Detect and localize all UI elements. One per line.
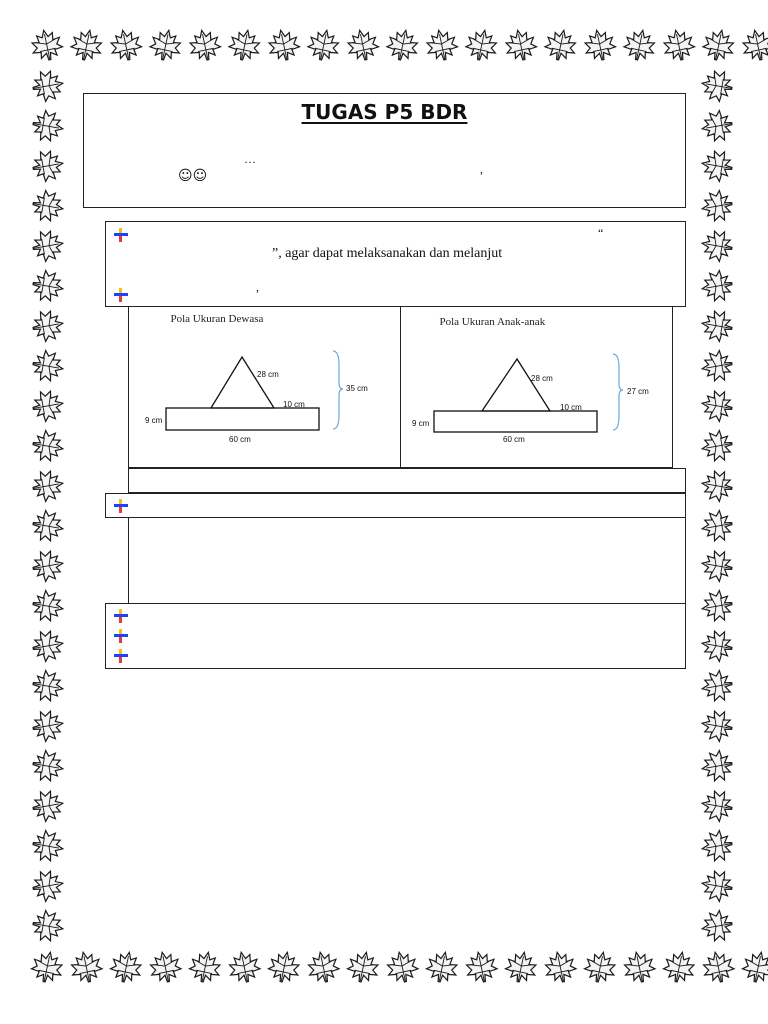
adult-right-label: 10 cm	[283, 400, 305, 409]
leaf-icon	[700, 228, 735, 263]
leaf-icon	[306, 949, 342, 985]
leaf-icon	[701, 949, 737, 985]
leaf-icon	[700, 669, 735, 704]
bullet-list-3	[105, 603, 686, 669]
leaf-icon	[266, 27, 302, 63]
leaf-icon	[345, 27, 381, 63]
leaf-icon	[31, 308, 66, 343]
intro-section	[105, 221, 686, 307]
leaf-icon	[385, 949, 421, 985]
header-comma: ,	[480, 162, 483, 176]
leaf-icon	[385, 27, 421, 63]
leaf-icon	[661, 949, 697, 985]
leaf-icon	[345, 949, 381, 985]
leaf-icon	[700, 548, 735, 583]
open-quote: “	[598, 226, 604, 240]
leaf-icon	[700, 909, 735, 944]
leaf-icon	[31, 228, 66, 263]
leaf-icon	[31, 909, 66, 944]
adult-side-label: 28 cm	[257, 370, 279, 379]
leaf-icon	[31, 509, 66, 544]
leaf-icon	[503, 949, 539, 985]
leaf-icon	[740, 949, 768, 985]
leaf-icon	[31, 148, 66, 183]
adult-height-label: 35 cm	[346, 384, 368, 393]
leaf-icon	[700, 189, 735, 224]
leaf-icon	[31, 868, 66, 903]
leaf-icon	[31, 749, 66, 784]
leaf-icon	[700, 429, 735, 464]
leaf-icon	[31, 269, 66, 304]
leaf-icon	[31, 349, 66, 384]
leaf-icon	[700, 109, 735, 144]
leaf-icon	[31, 388, 66, 423]
leaf-icon	[31, 589, 66, 624]
leaf-icon	[582, 949, 618, 985]
leaf-icon	[108, 949, 144, 985]
leaf-icon	[424, 949, 460, 985]
leaf-icon	[31, 628, 66, 663]
leaf-icon	[661, 27, 697, 63]
plus-bullet-icon	[114, 228, 128, 242]
leaf-icon	[187, 949, 223, 985]
leaf-icon	[227, 27, 263, 63]
leaf-icon	[700, 868, 735, 903]
leaf-icon	[700, 308, 735, 343]
leaf-icon	[148, 949, 184, 985]
leaf-icon	[29, 27, 65, 63]
empty-content-area	[128, 518, 686, 604]
leaf-icon	[701, 27, 737, 63]
pattern-divider	[400, 307, 401, 468]
plus-bullet-icon	[114, 649, 128, 663]
leaf-icon	[582, 27, 618, 63]
leaf-icon	[622, 949, 658, 985]
leaf-icon	[464, 27, 500, 63]
plus-bullet-icon	[114, 609, 128, 623]
plus-bullet-icon	[114, 288, 128, 302]
leaf-icon	[543, 949, 579, 985]
leaf-icon	[700, 749, 735, 784]
leaf-icon	[31, 548, 66, 583]
plus-bullet-icon	[114, 499, 128, 513]
leaf-icon	[700, 388, 735, 423]
header-box	[83, 93, 686, 208]
child-base-label: 60 cm	[503, 435, 525, 444]
leaf-icon	[700, 788, 735, 823]
leaf-icon	[31, 708, 66, 743]
empty-row	[128, 468, 686, 493]
leaf-icon	[31, 468, 66, 503]
leaf-icon	[69, 27, 105, 63]
leaf-icon	[31, 109, 66, 144]
leaf-icon	[31, 429, 66, 464]
leaf-icon	[69, 949, 105, 985]
leaf-icon	[31, 68, 66, 103]
page-title: TUGAS P5 BDR	[301, 100, 468, 124]
leaf-icon	[700, 68, 735, 103]
plus-bullet-icon	[114, 629, 128, 643]
pattern-adult-label: Pola Ukuran Dewasa	[170, 313, 264, 325]
pattern-child-drawing	[433, 350, 643, 450]
leaf-icon	[700, 148, 735, 183]
leaf-icon	[622, 27, 658, 63]
intro-line: ”, agar dapat melaksanakan dan melanjut	[272, 246, 503, 261]
child-left-label: 9 cm	[412, 419, 430, 428]
leaf-icon	[31, 669, 66, 704]
leaf-icon	[700, 269, 735, 304]
ellipsis-text: …	[244, 152, 256, 166]
leaf-icon	[700, 708, 735, 743]
leaf-icon	[29, 949, 65, 985]
child-right-label: 10 cm	[560, 403, 582, 412]
intro-comma: ,	[256, 280, 259, 294]
adult-left-label: 9 cm	[145, 416, 163, 425]
bullet-row-2	[105, 493, 686, 518]
leaf-icon	[31, 788, 66, 823]
leaf-icon	[740, 27, 768, 63]
leaf-icon	[700, 509, 735, 544]
leaf-icon	[306, 27, 342, 63]
child-height-label: 27 cm	[627, 387, 649, 396]
leaf-icon	[700, 468, 735, 503]
leaf-icon	[266, 949, 302, 985]
leaf-icon	[543, 27, 579, 63]
pattern-adult-drawing	[165, 345, 375, 445]
leaf-icon	[31, 189, 66, 224]
leaf-icon	[424, 27, 460, 63]
leaf-icon	[464, 949, 500, 985]
leaf-icon	[700, 829, 735, 864]
child-side-label: 28 cm	[531, 374, 553, 383]
leaf-icon	[700, 589, 735, 624]
leaf-icon	[148, 27, 184, 63]
leaf-icon	[227, 949, 263, 985]
adult-base-label: 60 cm	[229, 435, 251, 444]
leaf-icon	[700, 628, 735, 663]
leaf-icon	[700, 349, 735, 384]
smiley-text: ☺☺	[178, 168, 208, 184]
pattern-child-label: Pola Ukuran Anak-anak	[439, 316, 546, 328]
leaf-icon	[31, 829, 66, 864]
leaf-icon	[503, 27, 539, 63]
leaf-icon	[187, 27, 223, 63]
leaf-icon	[108, 27, 144, 63]
